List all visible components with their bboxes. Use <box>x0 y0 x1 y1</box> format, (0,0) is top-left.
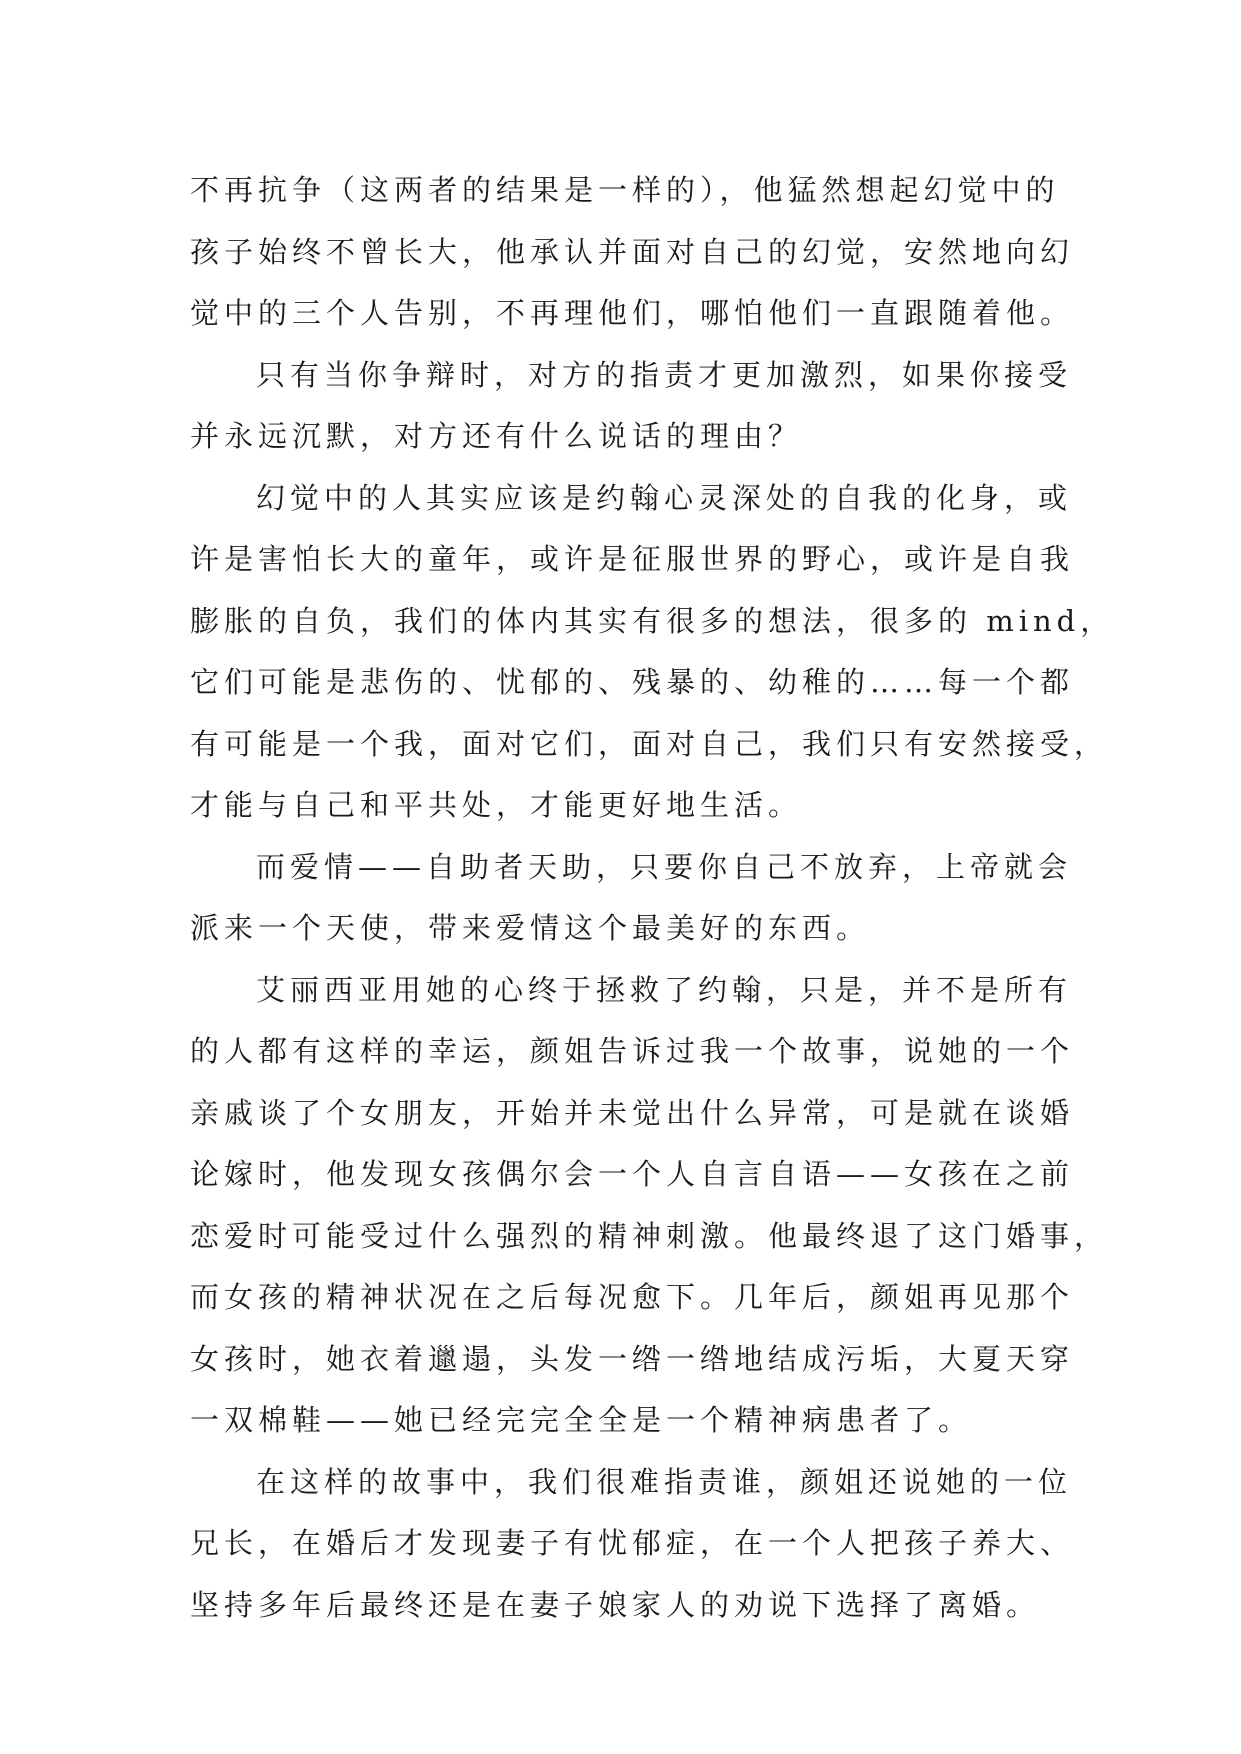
text-line: 兄长，在婚后才发现妻子有忧郁症，在一个人把孩子养大、 <box>190 1526 1075 1560</box>
text-line: 一双棉鞋——她已经完完全全是一个精神病患者了。 <box>190 1403 973 1437</box>
text-line: 幻觉中的人其实应该是约翰心灵深处的自我的化身，或 <box>256 480 1073 515</box>
text-line: 而爱情——自助者天助，只要你自己不放弃，上帝就会 <box>256 849 1073 884</box>
text-line: 在这样的故事中，我们很难指责谁，颜姐还说她的一位 <box>256 1464 1073 1499</box>
text-line: 派来一个天使，带来爱情这个最美好的东西。 <box>190 911 871 945</box>
text-line: 坚持多年后最终还是在妻子娘家人的劝说下选择了离婚。 <box>190 1587 1041 1622</box>
text-line: 有可能是一个我，面对它们，面对自己，我们只有安然接受， <box>190 726 1109 761</box>
text-line: 孩子始终不曾长大，他承认并面对自己的幻觉，安然地向幻 <box>190 234 1075 269</box>
text-line: 它们可能是悲伤的、忧郁的、残暴的、幼稚的……每一个都 <box>190 665 1075 699</box>
text-line: 艾丽西亚用她的心终于拯救了约翰，只是，并不是所有 <box>256 972 1073 1007</box>
text-line: 女孩时，她衣着邋遢，头发一绺一绺地结成污垢，大夏天穿 <box>190 1341 1075 1376</box>
text-line: 并永远沉默，对方还有什么说话的理由？ <box>190 419 803 453</box>
text-line: 的人都有这样的幸运，颜姐告诉过我一个故事，说她的一个 <box>190 1034 1075 1068</box>
text-line: 亲戚谈了个女朋友，开始并未觉出什么异常，可是就在谈婚 <box>190 1095 1075 1130</box>
text-line: 膨胀的自负，我们的体内其实有很多的想法，很多的 mind， <box>190 603 1115 638</box>
text-line: 才能与自己和平共处，才能更好地生活。 <box>190 788 803 822</box>
text-line: 论嫁时，他发现女孩偶尔会一个人自言自语——女孩在之前 <box>190 1157 1075 1191</box>
text-line: 恋爱时可能受过什么强烈的精神刺激。他最终退了这门婚事， <box>190 1218 1109 1253</box>
text-line: 只有当你争辩时，对方的指责才更加激烈，如果你接受 <box>256 357 1073 392</box>
text-line: 而女孩的精神状况在之后每况愈下。几年后，颜姐再见那个 <box>190 1280 1075 1314</box>
text-line: 许是害怕长大的童年，或许是征服世界的野心，或许是自我 <box>190 542 1075 576</box>
text-line: 觉中的三个人告别，不再理他们，哪怕他们一直跟随着他。 <box>190 296 1075 330</box>
body-text <box>190 160 1115 1636</box>
text-line: 不再抗争（这两者的结果是一样的），他猛然想起幻觉中的 <box>190 173 1060 207</box>
